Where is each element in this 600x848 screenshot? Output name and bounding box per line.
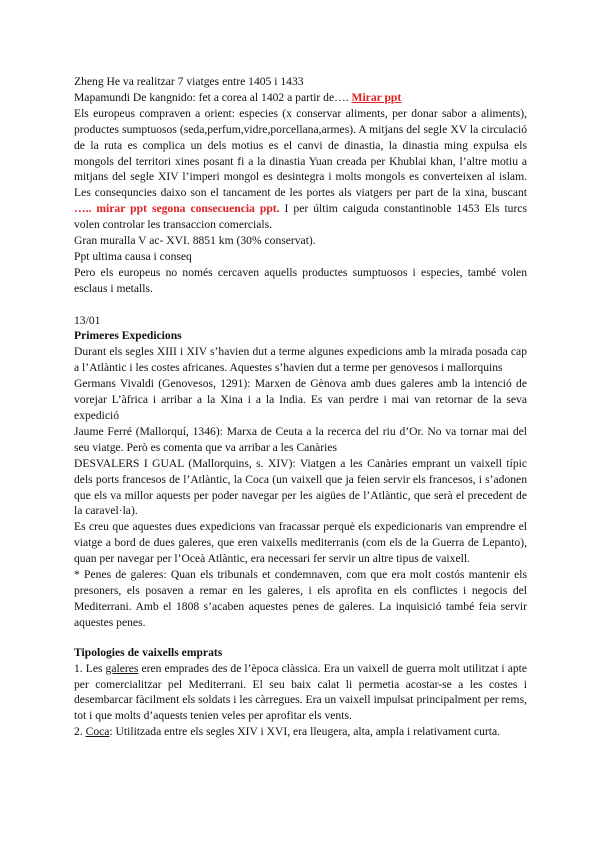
fracas-paragraph: Es creu que aquestes dues expedicions van fracassar perquè els expedicionaris van emprendre el viatge a bord de dues galeres, que eren vaixells mediterranis (com els de la Guerra de Lepanto), quan per navegar per l’Oceà Atlàntic, era necessari fer servir un altre tipus de vaixell. — [74, 520, 527, 566]
tipologies-heading: Tipologies de vaixells emprats — [74, 645, 223, 659]
europeus-text-b: I per últim caiguda constantinoble 1453 Els turcs volen controlar les transaccion comercials. — [74, 202, 527, 232]
coca-text: : Utilitzada entre els segles XIV i XVI, era lleugera, alta, ampla i relativament curta. — [109, 725, 501, 739]
coca-term: Coca — [85, 725, 110, 739]
galeres-item — [74, 661, 527, 725]
mirar-ppt-link[interactable]: Mirar ppt — [351, 90, 402, 104]
document-page — [74, 74, 527, 740]
europeus-text-a: Els europeus compraven a orient: especies (x conservar aliments, per donar sabor a aliments), productes sumptuosos (seda,perfum,vidre,porcellana,armes). A mitjans del segle XV la circulació de la ruta es complica un dels motius es el canvi de dinastia, la dinastia ming expulsa els mongols del territori xines posant fi a la dinastia Yuan creada per Khublai khan, l’altre motiu a mitjans del segle XIV l’imperi mongol es desintegra i molts mongols es converteixen al islam. Les consequncies daixo son el tancament de les portes als viatgers per part de la xina, buscant — [74, 106, 527, 200]
galeres-term: galeres — [105, 661, 139, 675]
ppt-ultima-line: Ppt ultima causa i conseq — [74, 249, 192, 263]
primeres-expedicions-heading: Primeres Expedicions — [74, 329, 182, 343]
europeus-paragraph — [74, 106, 527, 233]
date-line: 13/01 — [74, 313, 101, 327]
desvalers-paragraph: DESVALERS I GUAL (Mallorquins, s. XIV): Viatgen a les Canàries emprant un vaixell típic dels ports francesos de l’Atlàntic, la Coca (un vaixell que ja feien servir els francesos, i s’adonen que els va millor aquests per poder navegar per les aigües de l’Atlàntic, que serà el precedent de la caravel·la). — [74, 456, 527, 518]
jaume-ferre-paragraph: Jaume Ferré (Mallorquí, 1346): Marxa de Ceuta a la recerca del riu d’Or. No va tornar mai del seu viatge. Però es comenta que va arribar a les Canàries — [74, 424, 527, 454]
mirar-ppt-note: ….. mirar ppt segona consecuencia ppt. — [74, 202, 280, 216]
spacer — [74, 297, 527, 313]
mapamundi-line — [74, 90, 527, 106]
mapamundi-text: Mapamundi De kangnido: fet a corea al 1402 a partir de…. — [74, 90, 352, 104]
spacer — [74, 631, 527, 645]
expedicions-intro-paragraph: Durant els segles XIII i XIV s’havien dut a terme algunes expedicions amb la mirada posada cap a l’Atlàntic i les costes africanes. Aquestes s’havien dut a terme per genovesos i mallorquins — [74, 345, 527, 375]
gran-muralla-line: Gran muralla V ac- XVI. 8851 km (30% conservat). — [74, 234, 316, 248]
galeres-text: eren emprades des de l’època clàssica. Era un vaixell de guerra molt utilitzat i apte per comercialitzar pel Mediterrani. El seu baix calat li permetia acostar-se a les costes i desembarcar fàcilment els soldats i les càrregues. Era un vaixell impulsat principalment per rems, tot i que molts d’aquests tenien veles per aprofitar els vents. — [74, 661, 527, 723]
coca-item — [74, 724, 527, 740]
zheng-he-line: Zheng He va realitzar 7 viatges entre 1405 i 1433 — [74, 75, 304, 88]
esclaus-paragraph: Pero els europeus no només cercaven aquells productes sumptuosos i especies, també volen esclaus i metalls. — [74, 265, 527, 295]
penes-galeres-paragraph: * Penes de galeres: Quan els tribunals et condemnaven, com que era molt costós mantenir els presoners, els posaven a remar en les galeres, i els aprofita en els conflictes i negocis del Mediterrani. Amb el 1808 s’acaben aquestes penes de galeres. La inquisició també feia servir aquestes penes. — [74, 568, 527, 629]
galeres-number: 1. Les — [74, 661, 106, 675]
coca-number: 2. — [74, 725, 86, 739]
vivaldi-paragraph: Germans Vivaldi (Genovesos, 1291): Marxen de Gènova amb dues galeres amb la intenció de vorejar L’àfrica i arribar a la Xina i a la India. Es van perdre i mai van retornar de la seva expedició — [74, 377, 527, 423]
